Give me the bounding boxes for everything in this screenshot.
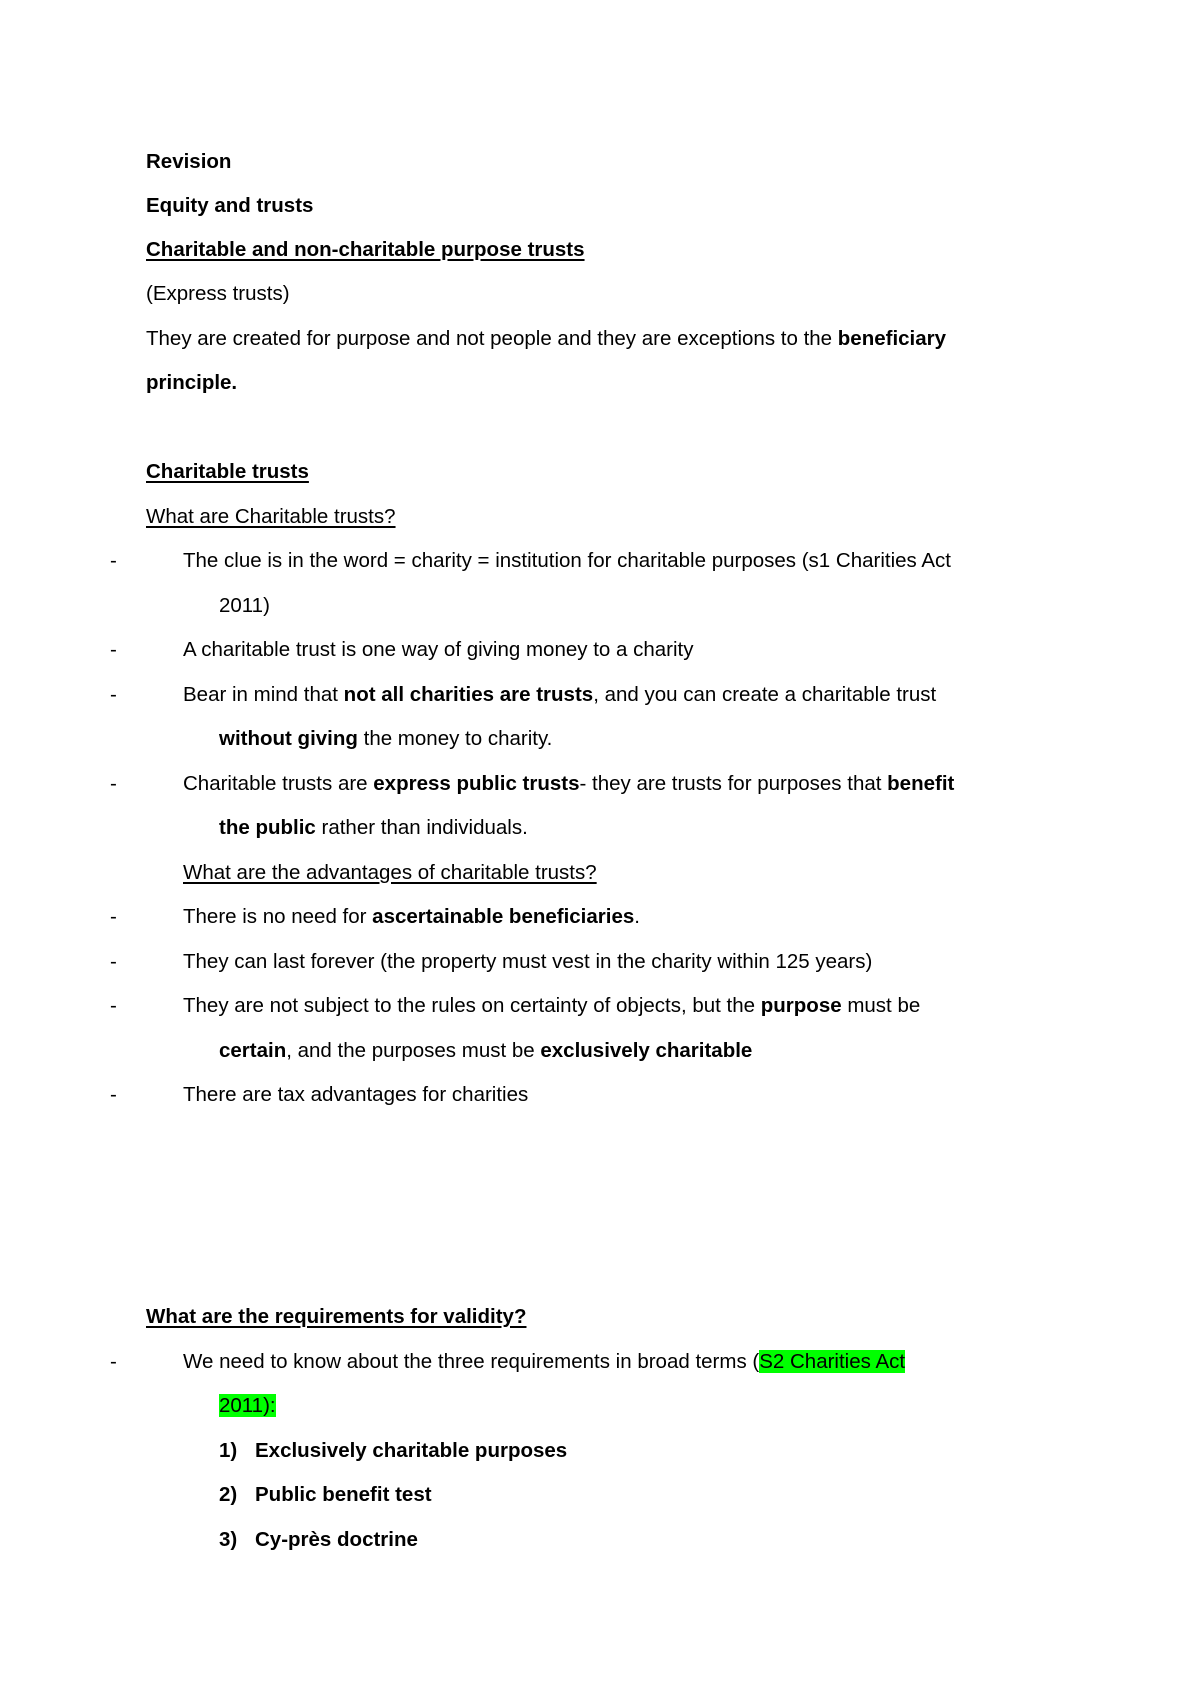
numbered-item: 2) Public benefit test <box>219 1473 432 1517</box>
bullet-continuation: certain, and the purposes must be exclusively charitable <box>219 1039 753 1062</box>
question-advantages: What are the advantages of charitable trusts? <box>183 861 597 884</box>
item-number: 3) <box>219 1528 238 1551</box>
dash-marker: - <box>110 683 117 706</box>
doc-subtitle: Equity and trusts <box>146 194 314 217</box>
dash-marker: - <box>110 1350 117 1373</box>
bullet-continuation: 2011) <box>219 594 270 617</box>
highlighted-citation: 2011): <box>219 1394 276 1417</box>
item-number: 2) <box>219 1483 238 1506</box>
bullet-continuation: without giving the money to charity. <box>219 727 553 750</box>
dash-marker: - <box>110 638 117 661</box>
bullet-continuation <box>219 1384 276 1428</box>
bullet-item: - They are not subject to the rules on certainty of objects, but the purpose must be <box>110 984 920 1028</box>
bullet-item: - They can last forever (the property must vest in the charity within 125 years) <box>110 940 872 984</box>
bullet-item: - There is no need for ascertainable beneficiaries. <box>110 895 640 939</box>
dash-marker: - <box>110 772 117 795</box>
bullet-item: - A charitable trust is one way of giving money to a charity <box>110 628 693 672</box>
dash-marker: - <box>110 994 117 1017</box>
bullet-item: - The clue is in the word = charity = institution for charitable purposes (s1 Charities Act <box>110 539 951 583</box>
express-trusts-note: (Express trusts) <box>146 282 290 305</box>
dash-marker: - <box>110 1083 117 1106</box>
heading-purpose-trusts: Charitable and non-charitable purpose trusts <box>146 238 585 261</box>
intro-line-1: They are created for purpose and not people and they are exceptions to the beneficiary <box>146 327 947 350</box>
dash-marker: - <box>110 905 117 928</box>
heading-charitable-trusts: Charitable trusts <box>146 460 309 483</box>
question-what-are: What are Charitable trusts? <box>146 505 396 528</box>
numbered-item: 1) Exclusively charitable purposes <box>219 1429 567 1473</box>
heading-requirements: What are the requirements for validity? <box>146 1305 527 1328</box>
highlighted-citation: S2 Charities Act <box>759 1350 906 1373</box>
numbered-item: 3) Cy-près doctrine <box>219 1518 418 1562</box>
intro-line-2: principle. <box>146 371 238 394</box>
bullet-item: - Charitable trusts are express public trusts- they are trusts for purposes that benefit <box>110 762 954 806</box>
beneficiary-term: beneficiary <box>837 327 947 350</box>
dash-marker: - <box>110 950 117 973</box>
bullet-continuation: the public rather than individuals. <box>219 816 528 839</box>
doc-title: Revision <box>146 150 232 173</box>
dash-marker: - <box>110 549 117 572</box>
item-number: 1) <box>219 1439 238 1462</box>
bullet-item: - There are tax advantages for charities <box>110 1073 528 1117</box>
bullet-item: - We need to know about the three requirements in broad terms (S2 Charities Act <box>110 1340 905 1384</box>
bullet-item: - Bear in mind that not all charities are trusts, and you can create a charitable trust <box>110 673 936 717</box>
